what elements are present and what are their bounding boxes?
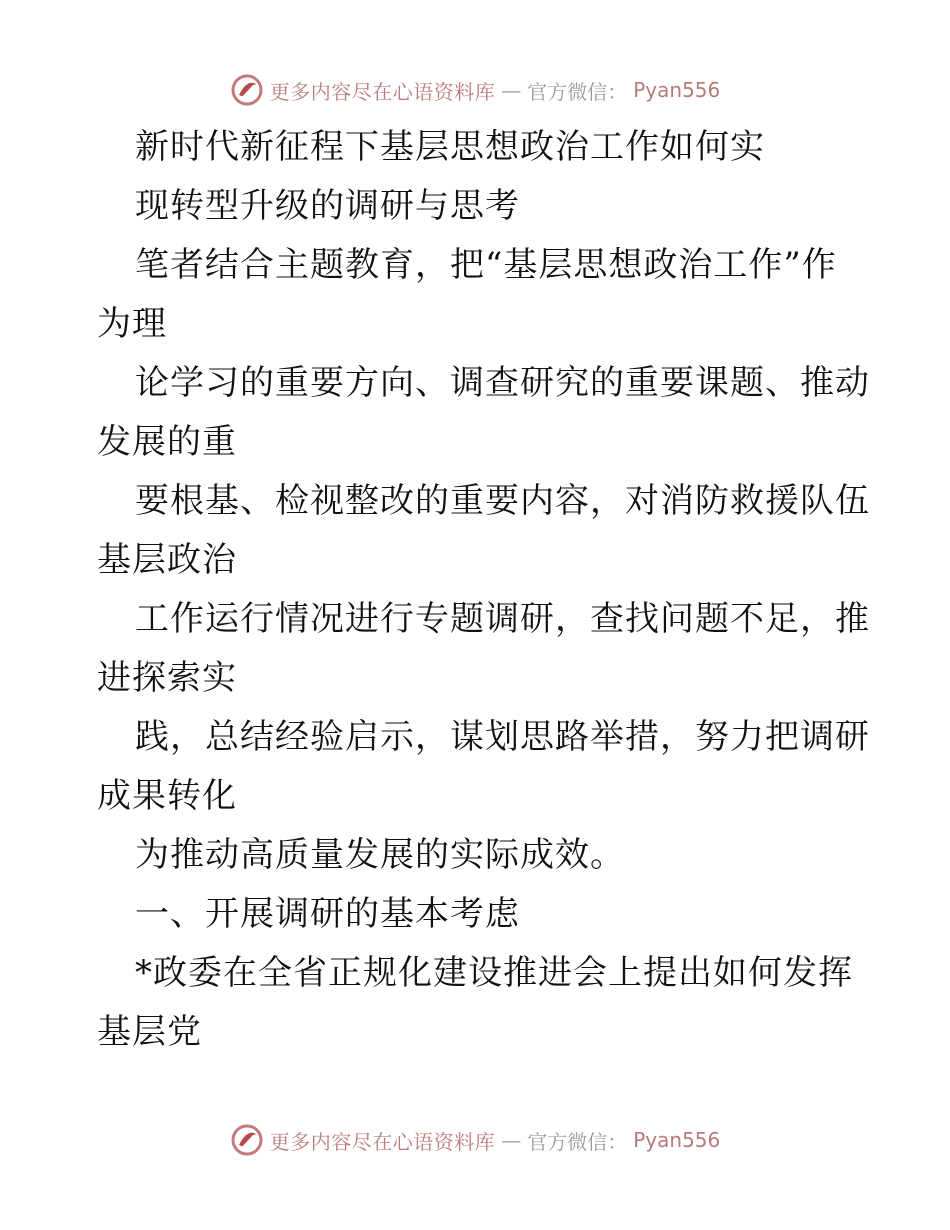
paragraph-line: 基层政治 bbox=[97, 540, 237, 580]
paragraph-line: 要根基、检视整改的重要内容，对消防救援队伍 bbox=[135, 481, 870, 521]
paragraph-line: 笔者结合主题教育，把“基层思想政治工作”作 bbox=[135, 245, 837, 285]
watermark-official-label: 官方微信： bbox=[527, 1129, 628, 1154]
document-title-line-2: 现转型升级的调研与思考 bbox=[135, 186, 520, 226]
paragraph-line: 论学习的重要方向、调查研究的重要课题、推动 bbox=[135, 363, 870, 403]
document-title-line-1: 新时代新征程下基层思想政治工作如何实 bbox=[135, 127, 765, 167]
paragraph-line: 为推动高质量发展的实际成效。 bbox=[135, 835, 625, 875]
watermark-wechat-id: Pyan556 bbox=[633, 78, 721, 102]
watermark-separator: — bbox=[501, 78, 522, 102]
watermark-separator: — bbox=[501, 1128, 522, 1152]
brand-logo-icon bbox=[230, 73, 264, 107]
paragraph-line: 进探索实 bbox=[97, 658, 237, 698]
watermark-site-text: 更多内容尽在心语资料库 bbox=[269, 79, 496, 104]
paragraph-line: *政委在全省正规化建设推进会上提出如何发挥 bbox=[135, 953, 853, 993]
section-heading: 一、开展调研的基本考虑 bbox=[135, 894, 520, 934]
watermark-wechat-id: Pyan556 bbox=[633, 1128, 721, 1152]
paragraph-line: 工作运行情况进行专题调研，查找问题不足，推 bbox=[135, 599, 870, 639]
watermark-site-text: 更多内容尽在心语资料库 bbox=[269, 1129, 496, 1154]
paragraph-line: 为理 bbox=[97, 304, 167, 344]
footer-watermark bbox=[0, 1120, 950, 1160]
paragraph-line: 发展的重 bbox=[97, 422, 237, 462]
document-body bbox=[97, 118, 870, 1062]
header-watermark bbox=[0, 70, 950, 110]
paragraph-line: 践，总结经验启示，谋划思路举措，努力把调研 bbox=[135, 717, 870, 757]
watermark-official-label: 官方微信： bbox=[527, 79, 628, 104]
brand-logo-icon bbox=[230, 1123, 264, 1157]
paragraph-line: 成果转化 bbox=[97, 776, 237, 816]
paragraph-line: 基层党 bbox=[97, 1012, 202, 1052]
